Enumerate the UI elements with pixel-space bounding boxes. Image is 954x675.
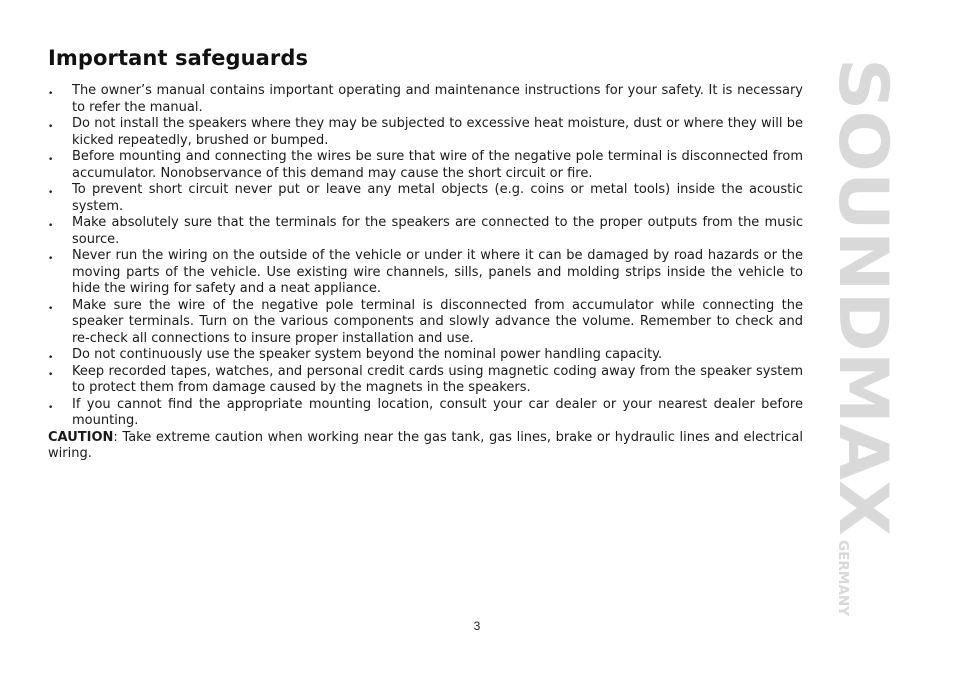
list-item-text: To prevent short circuit never put or leave any metal objects (e.g. coins or metal tools) inside the acoustic system. xyxy=(72,182,803,214)
bullet-icon: • xyxy=(48,155,54,165)
bullet-icon: • xyxy=(48,89,54,99)
list-item-text: Do not continuously use the speaker system beyond the nominal power handling capacity. xyxy=(72,347,663,362)
list-item xyxy=(48,83,803,116)
bullet-icon: • xyxy=(48,369,54,380)
list-item xyxy=(48,182,803,215)
list-item-text: Make sure the wire of the negative pole terminal is disconnected from accumulator while connecting the speaker terminals. Turn on the various components and slowly advance the volume. Remember to check and re-check all connections to insure proper installation and use. xyxy=(72,297,803,346)
safeguards-list xyxy=(48,83,803,430)
list-item-text: Keep recorded tapes, watches, and personal credit cards using magnetic coding away from the speaker system to protect them from damage caused by the magnets in the speakers. xyxy=(72,363,803,395)
page-number: 3 xyxy=(473,619,481,633)
brand-logo-tagline: GERMANY xyxy=(835,540,850,613)
brand-logo-name: SOUNDMAX xyxy=(823,58,902,507)
list-item xyxy=(48,347,803,364)
safeguards-section xyxy=(48,83,803,463)
list-item xyxy=(48,248,803,298)
caution-text: : Take extreme caution when working near the gas tank, gas lines, brake or hydraulic lines and electrical wiring. xyxy=(48,429,803,461)
list-item xyxy=(48,215,803,248)
list-item-text: Before mounting and connecting the wires be sure that wire of the negative pole terminal is disconnected from accumulator. Nonobservance of this demand may cause the short circuit or fire. xyxy=(72,149,803,181)
list-item-text: Do not install the speakers where they may be subjected to excessive heat moisture, dust or where they will be kicked repeatedly, brushed or bumped. xyxy=(72,116,803,148)
bullet-icon: • xyxy=(48,254,54,264)
caution-label: CAUTION xyxy=(48,429,114,445)
list-item-text: Never run the wiring on the outside of the vehicle or under it where it can be damaged by road hazards or the moving parts of the vehicle. Use existing wire channels, sills, panels and molding strips inside the vehicle to hide the wiring for safety and a neat appliance. xyxy=(72,248,803,296)
brand-logo xyxy=(823,58,902,618)
list-item-text: Make absolutely sure that the terminals for the speakers are connected to the proper outputs from the music source. xyxy=(72,215,803,247)
list-item-text: The owner’s manual contains important operating and maintenance instructions for your safety. It is necessary to refer the manual. xyxy=(72,83,803,115)
list-item xyxy=(48,397,803,430)
bullet-icon: • xyxy=(48,402,54,413)
bullet-icon: • xyxy=(48,221,54,231)
bullet-icon: • xyxy=(48,122,54,132)
list-item xyxy=(48,364,803,397)
bullet-icon: • xyxy=(48,303,54,314)
bullet-icon: • xyxy=(48,188,54,198)
list-item xyxy=(48,298,803,348)
list-item xyxy=(48,116,803,149)
list-item-text: If you cannot find the appropriate mounting location, consult your car dealer or your nearest dealer before mounting. xyxy=(72,396,803,428)
bullet-icon: • xyxy=(48,353,54,363)
page-title: Important safeguards xyxy=(48,46,309,70)
caution-note xyxy=(48,430,803,463)
list-item xyxy=(48,149,803,182)
